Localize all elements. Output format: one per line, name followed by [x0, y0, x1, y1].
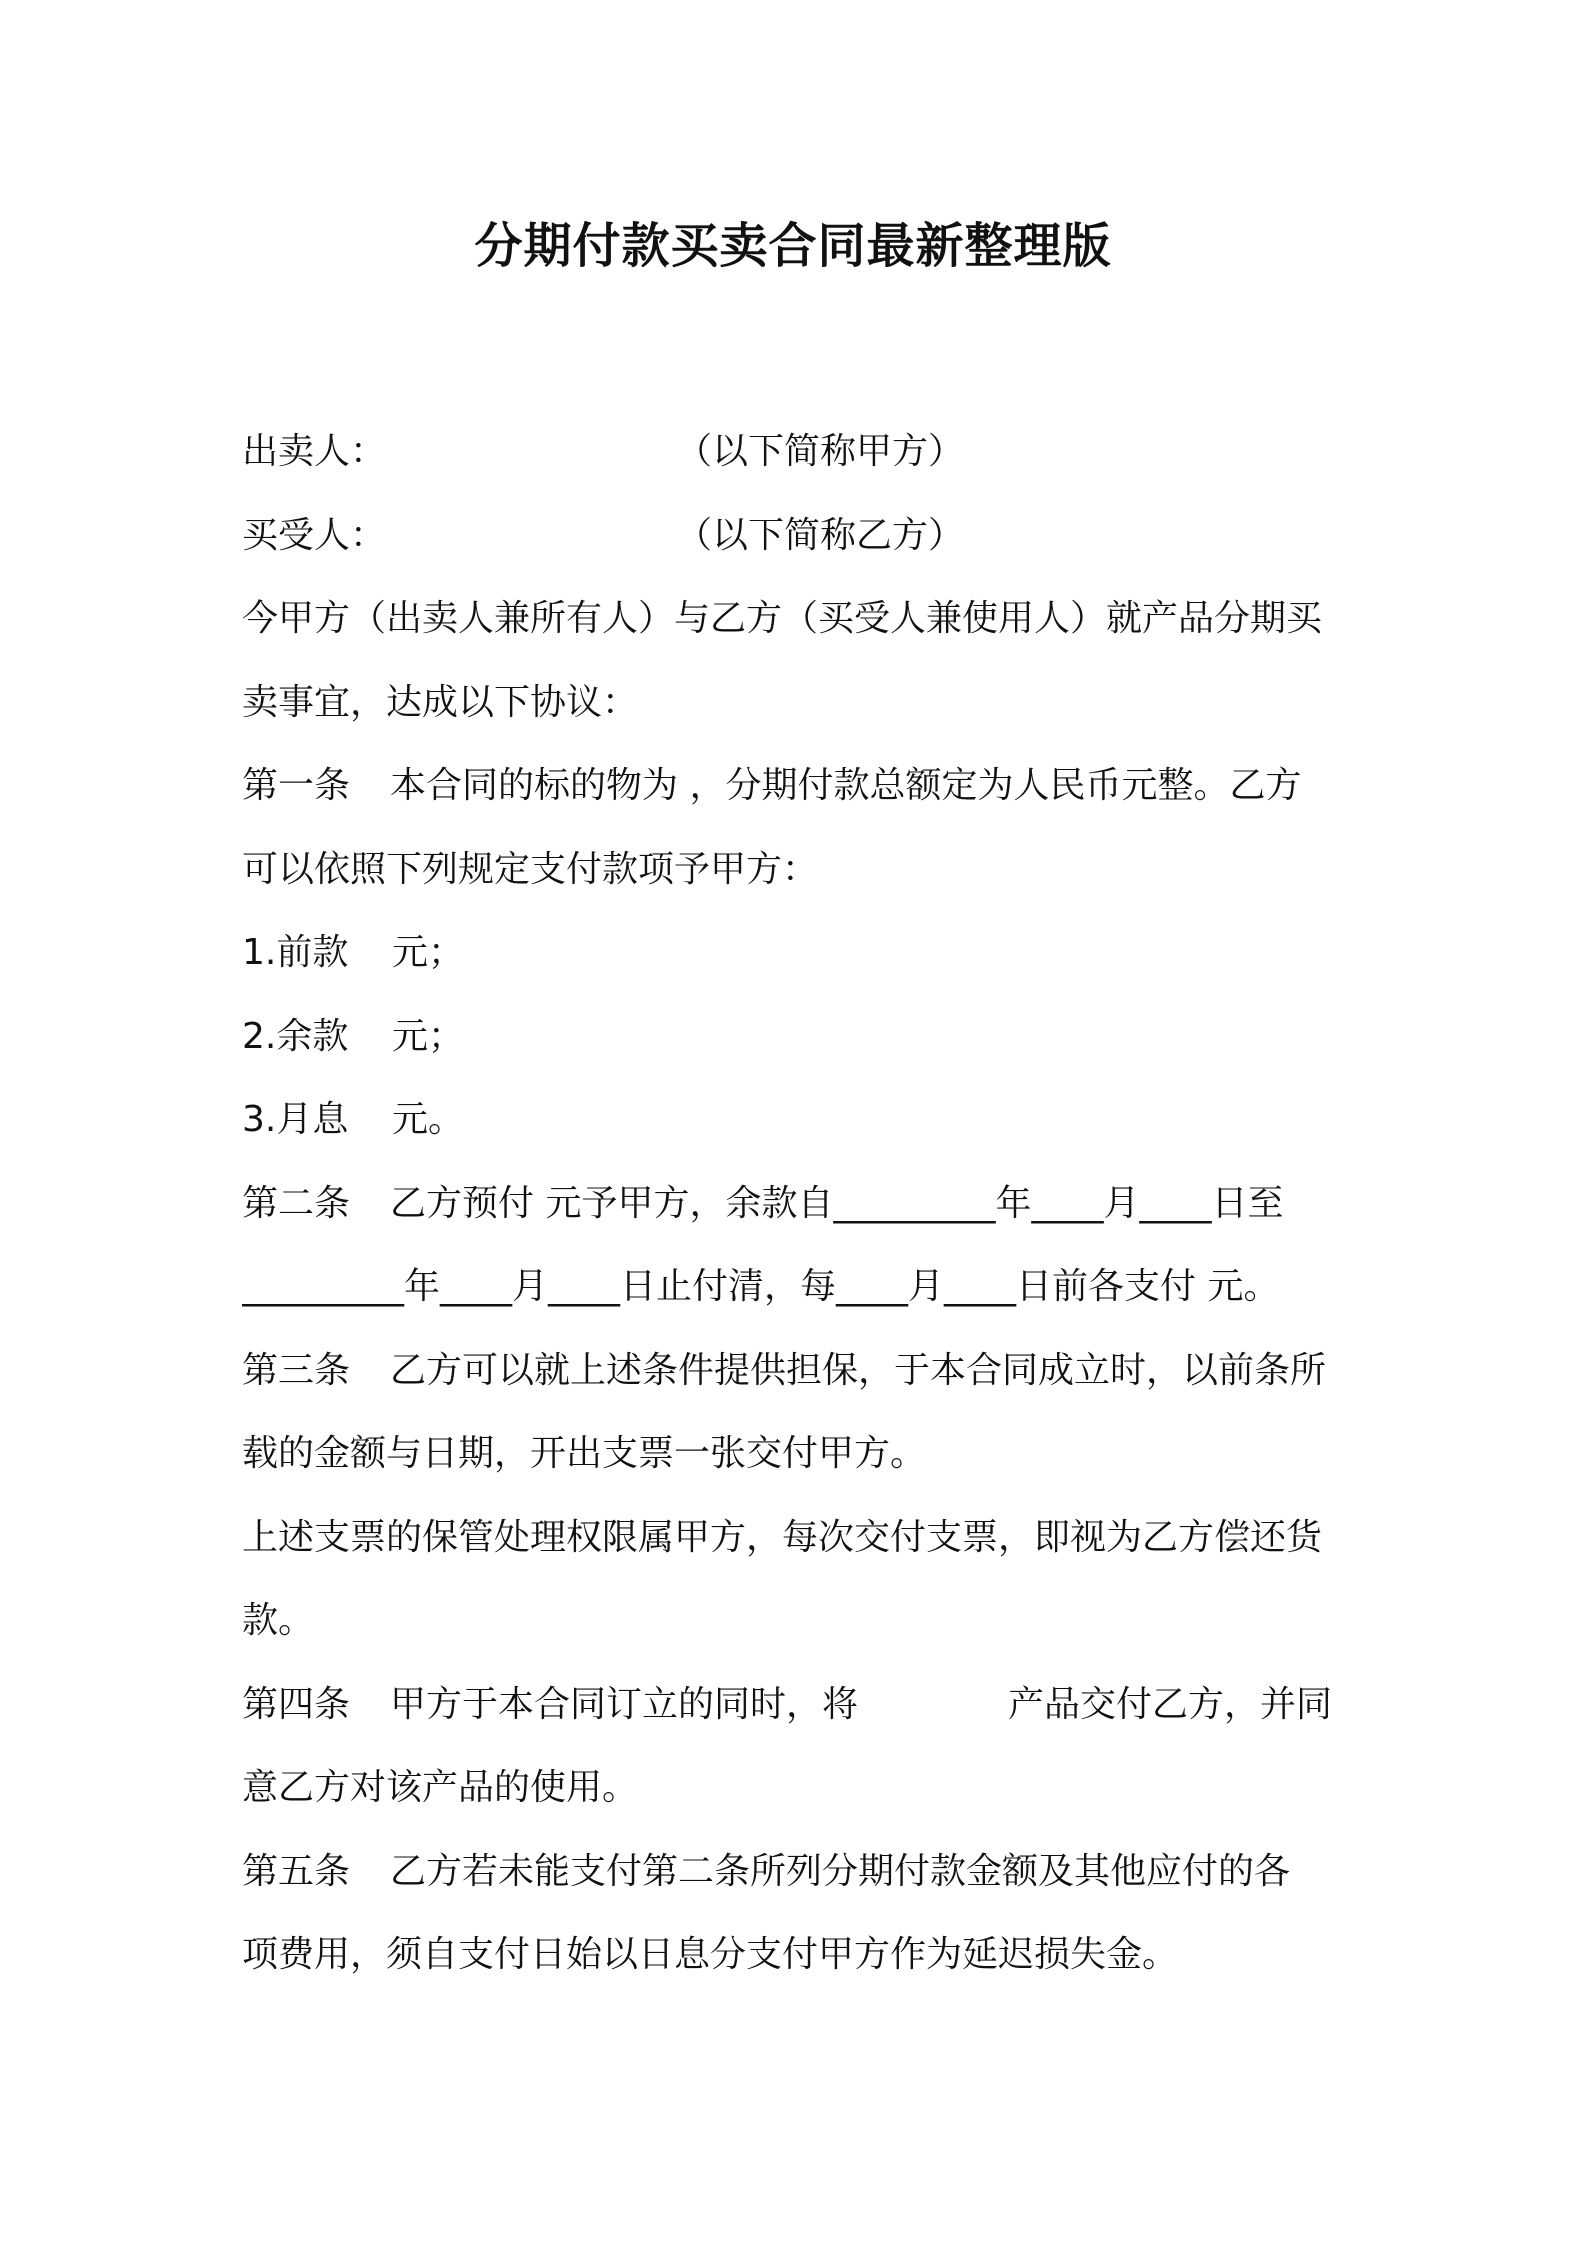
- article5-text-1: 乙方若未能支付第二条所列分期付款金额及其他应付的各: [390, 1850, 1291, 1892]
- article5-heading: 第五条: [242, 1850, 351, 1892]
- seller-note: （以下简称甲方）: [676, 431, 965, 472]
- article2-line-1: [242, 1162, 1354, 1246]
- buyer-note: （以下简称乙方）: [676, 514, 965, 556]
- article2-line-2: _________年____月____日止付清，每____月____日前各支付 元。: [242, 1266, 1280, 1307]
- article3-extra-2: 款。: [242, 1600, 315, 1641]
- article4-text-b: 产品交付乙方，并同: [1008, 1683, 1333, 1725]
- article4-line-2: 意乙方对该产品的使用。: [242, 1767, 639, 1808]
- seller-label: 出卖人：: [242, 431, 387, 472]
- payment-unit: 元；: [392, 932, 465, 973]
- article1-line-1: [242, 744, 1354, 828]
- buyer-label: 买受人：: [242, 514, 387, 556]
- payment-unit: 元。: [392, 1099, 465, 1140]
- seller-line: [242, 410, 1354, 494]
- article4-line-1: [242, 1663, 1354, 1747]
- payment-label: 3.月息: [242, 1099, 349, 1140]
- payment-unit: 元；: [392, 1015, 465, 1057]
- payment-label: 1.前款: [242, 932, 349, 973]
- article3-line-2: 载的金额与日期，开出支票一张交付甲方。: [242, 1433, 927, 1474]
- article1-text-1: 本合同的标的物为 ，分期付款总额定为人民币元整。乙方: [390, 765, 1302, 806]
- article3-extra-1: 上述支票的保管处理权限属甲方，每次交付支票，即视为乙方偿还货: [242, 1516, 1323, 1558]
- payment-item: [242, 911, 1354, 995]
- article4-heading: 第四条: [242, 1683, 351, 1725]
- buyer-line: [242, 494, 1354, 578]
- payment-item: [242, 995, 1354, 1079]
- article4-text-a: 甲方于本合同订立的同时，将: [390, 1683, 859, 1725]
- article3-heading: 第三条: [242, 1349, 351, 1391]
- article5-line-2: 项费用，须自支付日始以日息分支付甲方作为延迟损失金。: [242, 1934, 1179, 1975]
- article5-line-1: [242, 1830, 1354, 1914]
- preamble-line-2: 卖事宜，达成以下协议：: [242, 681, 639, 723]
- article2-heading: 第二条: [242, 1182, 351, 1224]
- article1-heading: 第一条: [242, 765, 351, 806]
- article3-line-1: [242, 1329, 1354, 1413]
- preamble-line-1: 今甲方（出卖人兼所有人）与乙方（买受人兼使用人）就产品分期买: [242, 598, 1323, 639]
- article1-line-2: 可以依照下列规定支付款项予甲方：: [242, 848, 819, 890]
- payment-item: [242, 1078, 1354, 1162]
- payment-label: 2.余款: [242, 1015, 349, 1057]
- document-title: 分期付款买卖合同最新整理版: [474, 218, 1112, 274]
- article2-text-1: 乙方预付 元予甲方，余款自_________年____月____日至: [390, 1182, 1284, 1224]
- contract-body: [242, 410, 1354, 1997]
- article3-text-1: 乙方可以就上述条件提供担保，于本合同成立时，以前条所: [390, 1349, 1327, 1391]
